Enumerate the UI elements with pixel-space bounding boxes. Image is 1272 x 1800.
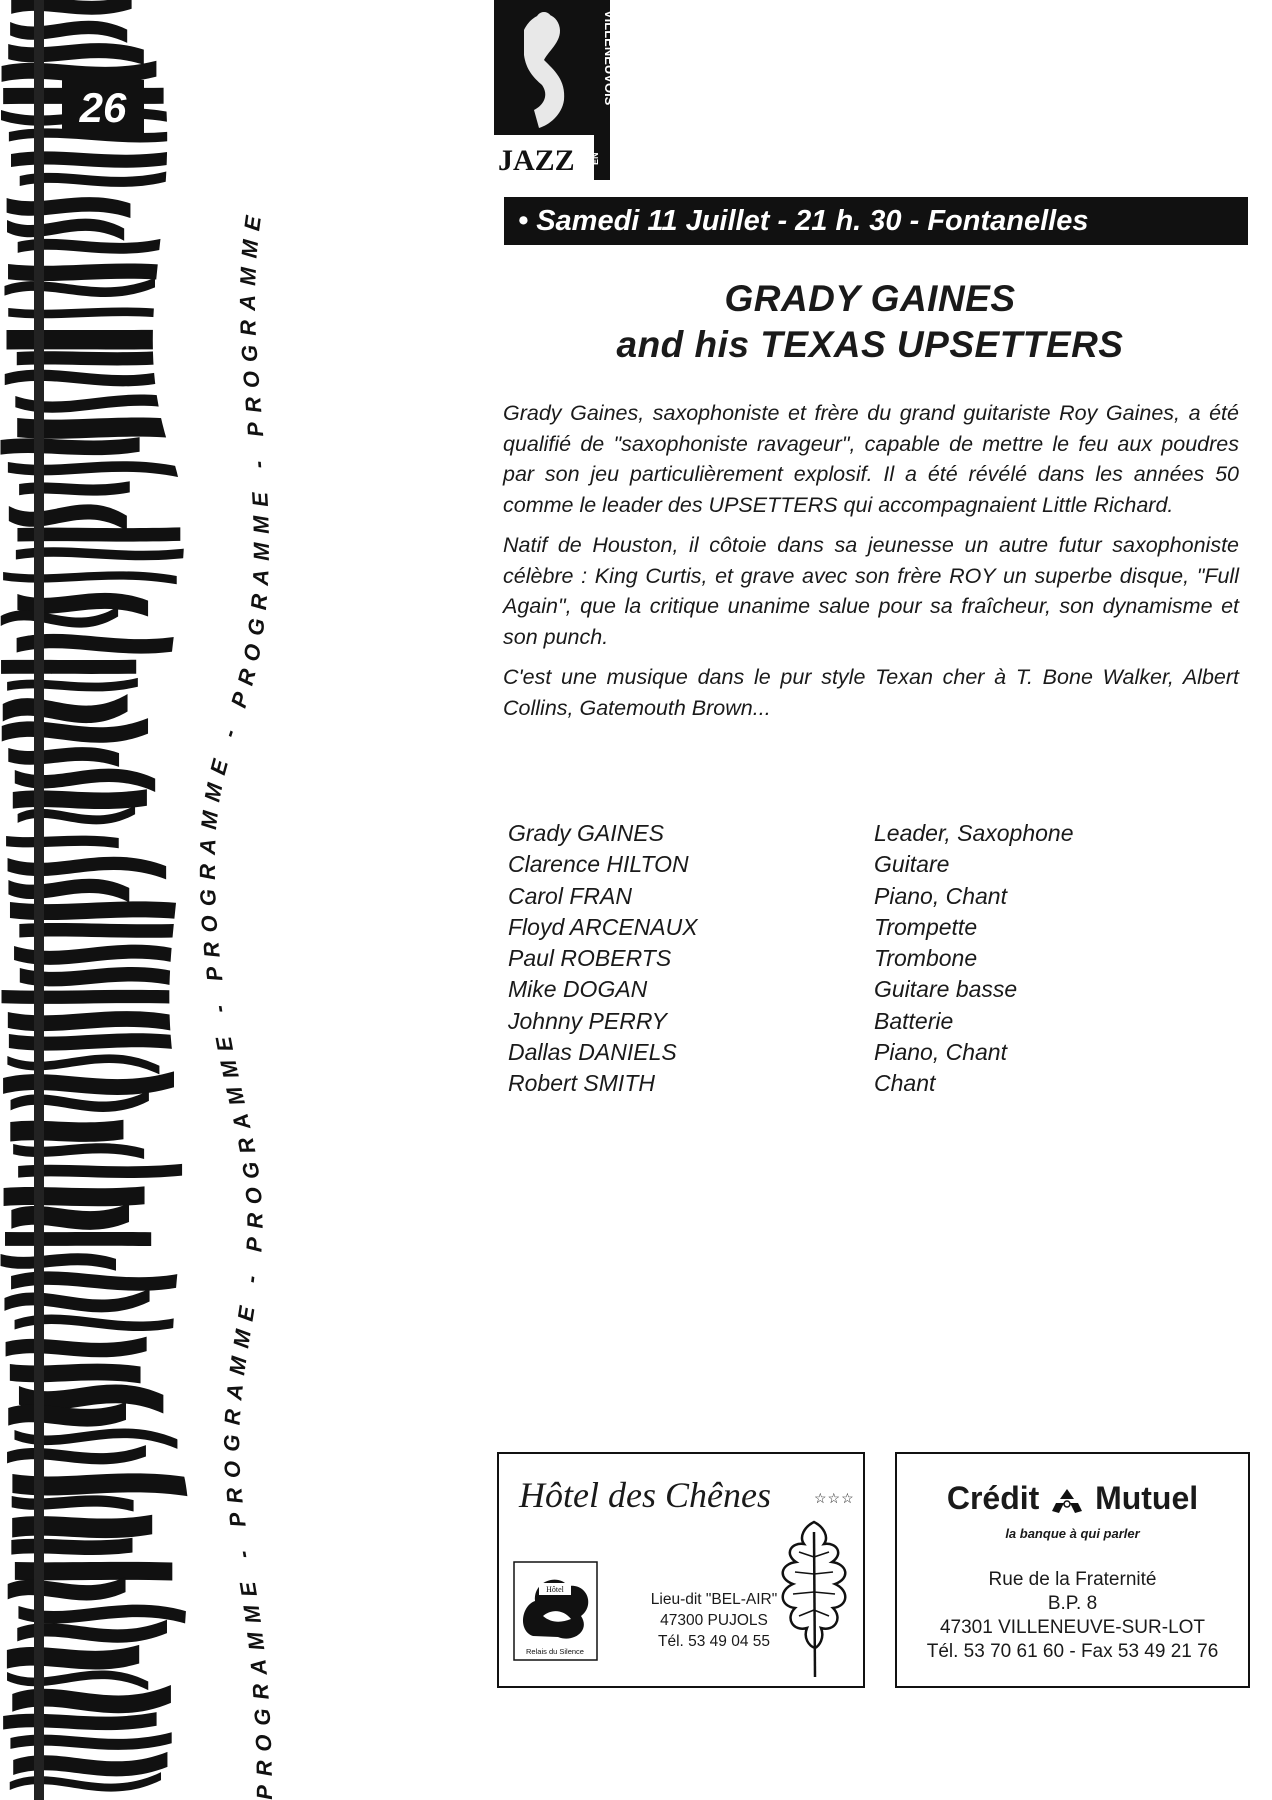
zebra-stripe [6, 330, 155, 350]
member-role: Guitare [874, 851, 950, 878]
badge-top-text: Hôtel [546, 1585, 564, 1594]
zebra-stripe [7, 1445, 146, 1464]
zebra-stripe [1, 660, 136, 674]
credit-name-right: Mutuel [1095, 1480, 1199, 1516]
hotel-phone: Tél. 53 49 04 55 [657, 1633, 771, 1650]
member-row [508, 912, 1208, 943]
zebra-stripe [3, 571, 177, 584]
zebra-stripe [11, 1203, 129, 1230]
zebra-stripe [12, 1495, 134, 1511]
description [503, 398, 1239, 733]
member-role: Piano, Chant [874, 882, 1007, 909]
band-members-list [508, 818, 1208, 1100]
zebra-stripe [7, 1054, 159, 1074]
zebra-stripe [8, 879, 129, 903]
jazz-logo [494, 0, 617, 180]
hotel-address-line: 47300 PUJOLS [660, 1612, 768, 1629]
concert-title [500, 276, 1240, 368]
zebra-stripe [8, 461, 180, 477]
zebra-stripe [20, 967, 187, 989]
zebra-stripe [7, 219, 124, 241]
zebra-stripe [9, 504, 127, 530]
credit-address-line: Rue de la Fraternité [988, 1569, 1157, 1590]
title-line-1: GRADY GAINES [724, 278, 1016, 319]
member-name: Mike DOGAN [508, 976, 648, 1003]
description-paragraph-3: C'est une musique dans le pur style Texan cher à T. Bone Walker, Albert Collins, Gatemouth Brown... [503, 665, 1239, 720]
hotel-ad [497, 1452, 865, 1688]
credit-slogan: la banque à qui parler [1005, 1526, 1140, 1541]
zebra-stripe [7, 1645, 139, 1670]
member-row [508, 974, 1208, 1005]
zebra-stripe [13, 789, 147, 809]
member-role: Batterie [874, 1007, 954, 1034]
zebra-stripe [8, 857, 167, 880]
member-row [508, 1006, 1208, 1037]
zebra-stripe [3, 1712, 156, 1730]
logo-jazz-text: JAZZ [498, 144, 575, 177]
hotel-stars: ☆☆☆ [814, 1490, 855, 1506]
zebra-stripe [12, 1515, 152, 1538]
member-role: Chant [874, 1070, 936, 1097]
programme-vertical-text: PROGRAMME - PROGRAMME - PROGRAMME - PROGRAMME - PROGRAMME - PROGRAMME [194, 205, 278, 1800]
member-role: Piano, Chant [874, 1039, 1007, 1066]
zebra-stripe [5, 1232, 151, 1246]
zebra-stripe [1, 1253, 116, 1271]
binding-edge [34, 0, 44, 1800]
credit-mutuel-name [897, 1480, 1248, 1517]
member-role: Leader, Saxophone [874, 820, 1074, 846]
member-name: Dallas DANIELS [508, 1039, 677, 1066]
member-name: Floyd ARCENAUX [508, 913, 698, 940]
member-role: Trompette [874, 913, 978, 940]
oak-leaf-icon [769, 1512, 859, 1682]
credit-address-line: 47301 VILLENEUVE-SUR-LOT [939, 1617, 1206, 1638]
event-date-bar: • Samedi 11 Juillet - 21 h. 30 - Fontanelles [504, 197, 1248, 245]
zebra-stripe [10, 21, 127, 43]
member-row [508, 1037, 1208, 1068]
page-number: 26 [62, 80, 144, 136]
logo-side-text: VILLENEUVOIS [602, 10, 617, 106]
member-name: Carol FRAN [508, 882, 632, 909]
zebra-stripe [11, 0, 131, 15]
member-name: Paul ROBERTS [508, 945, 672, 972]
zebra-stripe [0, 437, 139, 455]
member-name: Johnny PERRY [508, 1007, 667, 1034]
zebra-stripe [10, 1772, 161, 1792]
member-row [508, 1068, 1208, 1099]
zebra-stripe [7, 1670, 148, 1690]
zebra-stripe [16, 545, 207, 560]
credit-address [897, 1568, 1248, 1664]
zebra-stripe [10, 1364, 141, 1384]
member-name: Grady GAINES [508, 820, 664, 846]
description-paragraph-1: Grady Gaines, saxophoniste et frère du grand guitariste Roy Gaines, a été qualifié de "saxophoniste ravageur", capable de mettre le feu aux poudres par son jeu particulièrement explosif. Il a été révélé dans les années 50 comme le leader des UPSETTERS qui accompagnaient Little Richard. [503, 401, 1239, 517]
zebra-stripe [7, 197, 131, 218]
description-paragraph-2: Natif de Houston, il côtoie dans sa jeunesse un autre futur saxophoniste célèbre : King Curtis, et grave avec son frère ROY un superbe disque, "Full Again", que la critique unanime salue pour sa fraîcheur, son dynamisme et son punch. [503, 533, 1239, 649]
member-row [508, 818, 1208, 849]
credit-mutuel-ad [895, 1452, 1250, 1688]
logo-en-text: EN [590, 152, 600, 165]
member-role: Trombone [874, 945, 978, 972]
zebra-stripe [8, 747, 119, 767]
member-name: Clarence HILTON [508, 851, 689, 878]
zebra-stripe [3, 694, 128, 723]
zebra-stripe [10, 1120, 123, 1142]
badge-bottom-text: Relais du Silence [526, 1647, 584, 1656]
zebra-stripe [4, 1289, 149, 1313]
member-name: Robert SMITH [508, 1070, 655, 1097]
zebra-stripe [6, 1337, 147, 1358]
member-row [508, 881, 1208, 912]
title-line-2: and his TEXAS UPSETTERS [616, 324, 1124, 365]
member-role: Guitare basse [874, 976, 1018, 1003]
zebra-stripe [11, 1538, 132, 1555]
credit-phone: Tél. 53 70 61 60 - Fax 53 49 21 76 [926, 1641, 1219, 1662]
credit-name-left: Crédit [946, 1480, 1040, 1516]
zebra-stripe [8, 1577, 126, 1601]
member-row [508, 849, 1208, 880]
hotel-address-line: Lieu-dit "BEL-AIR" [650, 1591, 778, 1608]
zebra-stripe [7, 678, 138, 692]
credit-mutuel-logo-icon [1050, 1487, 1084, 1515]
zebra-stripe [8, 43, 144, 65]
relais-du-silence-badge [513, 1561, 598, 1661]
zebra-stripe [13, 1143, 144, 1159]
member-row [508, 943, 1208, 974]
zebra-stripe [6, 836, 119, 849]
zebra-banner-illustration [0, 0, 320, 1800]
zebra-stripe [4, 1186, 145, 1206]
hotel-name: Hôtel des Chênes [519, 1475, 771, 1515]
credit-address-line: B.P. 8 [1047, 1593, 1098, 1614]
